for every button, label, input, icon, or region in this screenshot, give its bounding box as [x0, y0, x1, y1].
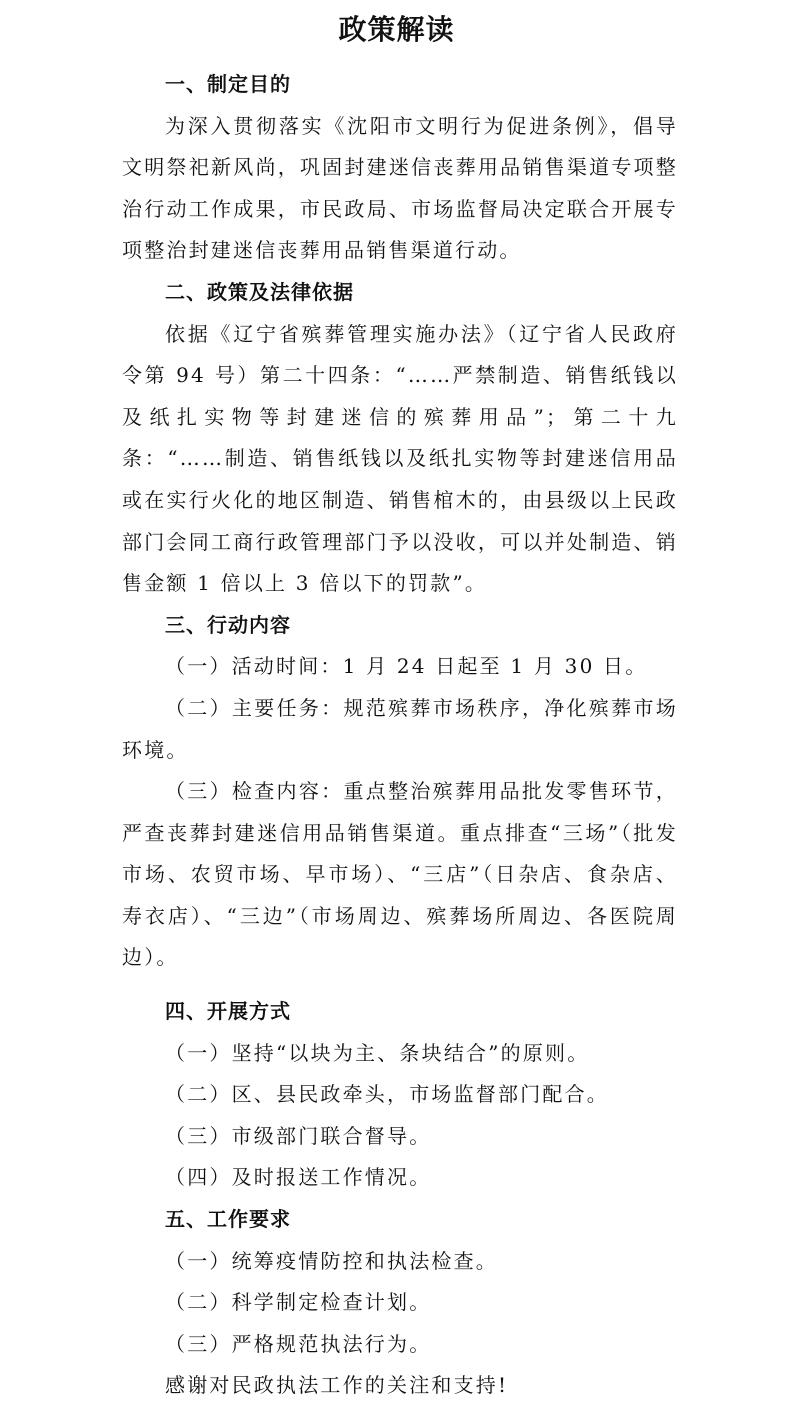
list-item: （三）严格规范执法行为。	[165, 1331, 432, 1356]
list-item: （二）主要任务：规范殡葬市场秩序，净化殡葬市场环境。	[122, 695, 678, 762]
list-item: （二）科学制定检查计划。	[165, 1290, 432, 1315]
document-body	[122, 64, 678, 1407]
closing-text: 感谢对民政执法工作的关注和支持!	[165, 1373, 509, 1398]
section-heading-legal-basis: 二、政策及法律依据	[165, 279, 354, 304]
page-title: 政策解读	[338, 13, 455, 46]
list-item: （一）坚持“以块为主、条块结合”的原则。	[165, 1040, 590, 1065]
section-paragraph-purpose: 为深入贯彻落实《沈阳市文明行为促进条例》，倡导文明祭祀新风尚，巩固封建迷信丧葬用品销售渠道专项整治行动工作成果，市民政局、市场监督局决定联合开展专项整治封建迷信丧葬用品销售渠道行动。	[122, 113, 678, 263]
list-item: （四）及时报送工作情况。	[165, 1165, 432, 1190]
list-item: （三）检查内容：重点整治殡葬用品批发零售环节，严查丧葬封建迷信用品销售渠道。重点排查“三场”（批发市场、农贸市场、早市场）、“三店”（日杂店、食杂店、寿衣店）、“三边”（市场周边、殡葬场所周边、各医院周边）。	[122, 779, 678, 970]
section-heading-purpose: 一、制定目的	[165, 72, 291, 96]
section-heading-action-content: 三、行动内容	[165, 612, 291, 637]
list-item: （一）统筹疫情防控和执法检查。	[165, 1248, 498, 1273]
section-gap	[122, 979, 678, 991]
section-heading-requirements: 五、工作要求	[165, 1207, 291, 1232]
list-item: （一）活动时间：1 月 24 日起至 1 月 30 日。	[165, 654, 648, 679]
section-heading-methods: 四、开展方式	[165, 999, 291, 1024]
list-item: （三）市级部门联合督导。	[165, 1123, 432, 1148]
list-item: （二）区、县民政牵头，市场监督部门配合。	[165, 1082, 609, 1107]
section-paragraph-legal-basis: 依据《辽宁省殡葬管理实施办法》（辽宁省人民政府令第 94 号）第二十四条：“……严禁制造、销售纸钱以及纸扎实物等封建迷信的殡葬用品”；第二十九条：“……制造、销售纸钱以及纸扎实物等封建迷信用品或在实行火化的地区制造、销售棺木的，由县级以上民政部门会同工商行政管理部门予以没收，可以并处制造、销售金额 1 倍以上 3 倍以下的罚款”。	[122, 321, 678, 596]
